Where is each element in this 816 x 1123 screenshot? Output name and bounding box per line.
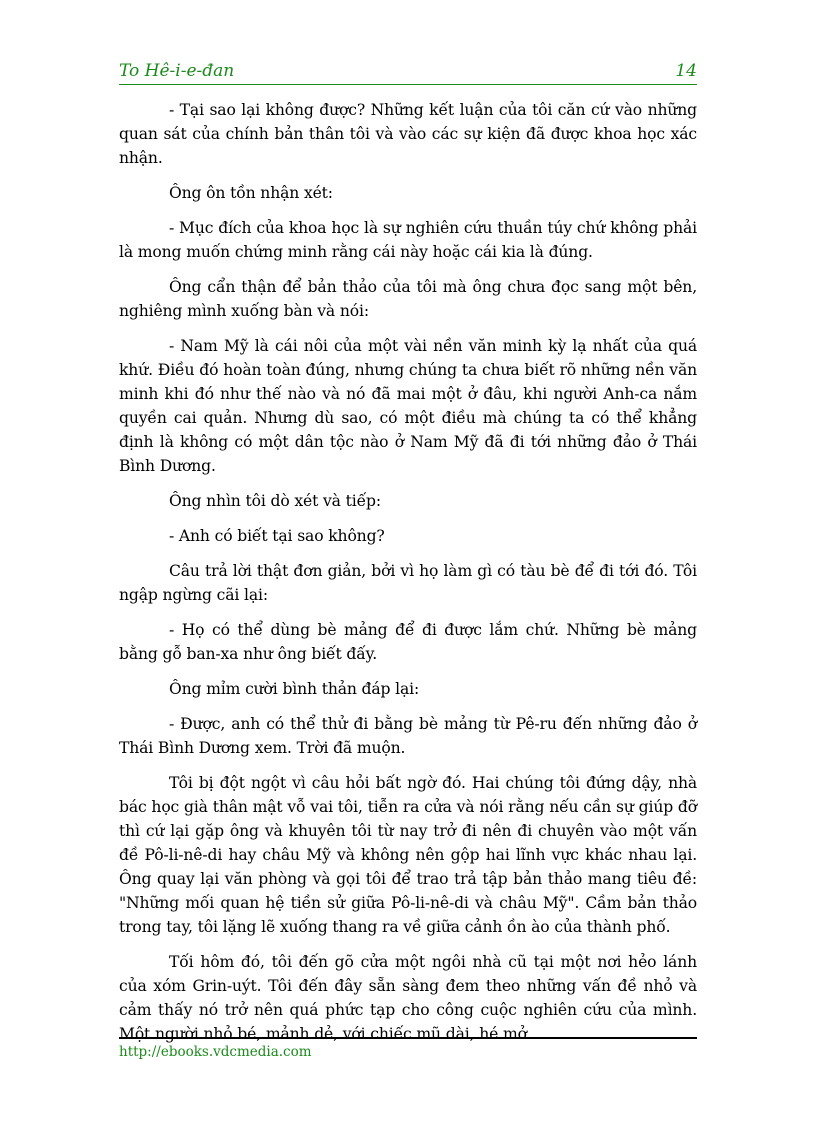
paragraph: Câu trả lời thật đơn giản, bởi vì họ làm gì có tàu bè để đi tới đó. Tôi ngập ngừng cãi lại: (119, 562, 697, 604)
page-header (119, 60, 697, 85)
footer-divider (119, 1037, 697, 1039)
page-number: 14 (675, 61, 697, 81)
paragraph: - Tại sao lại không được? Những kết luận của tôi căn cứ vào những quan sát của chính bản thân tôi và vào các sự kiện đã được khoa học xác nhận. (119, 101, 697, 167)
book-title: To Hê-i-e-đan (119, 61, 235, 81)
paragraph: Ông mỉm cười bình thản đáp lại: (169, 680, 420, 698)
paragraph: - Mục đích của khoa học là sự nghiên cứu thuần túy chứ không phải là mong muốn chứng minh rằng cái này hoặc cái kia là đúng. (119, 219, 697, 261)
paragraph: - Anh có biết tại sao không? (169, 527, 385, 545)
paragraph: Tối hôm đó, tôi đến gõ cửa một ngôi nhà cũ tại một nơi hẻo lánh của xóm Grin-uýt. Tôi đến đây sẵn sàng đem theo những vấn đề nhỏ và cảm thấy nó trở nên quá phức tạp cho công cuộc nghiên cứu của mình. Một người nhỏ bé, mảnh dẻ, với chiếc mũ dài, hé mở (119, 953, 697, 1043)
paragraph: Tôi bị đột ngột vì câu hỏi bất ngờ đó. Hai chúng tôi đứng dậy, nhà bác học già thân mật vỗ vai tôi, tiễn ra cửa và nói rằng nếu cần sự giúp đỡ thì cứ lại gặp ông và khuyên tôi từ nay trở đi nên đi chuyên vào một vấn đề Pô-li-nê-di hay châu Mỹ và không nên gộp hai lĩnh vực khác nhau lại. Ông quay lại văn phòng và gọi tôi để trao trả tập bản thảo mang tiêu đề: "Những mối quan hệ tiền sử giữa Pô-li-nê-di và châu Mỹ". Cầm bản thảo trong tay, tôi lặng lẽ xuống thang ra về giữa cảnh ồn ào của thành phố. (119, 774, 697, 936)
paragraph: Ông nhìn tôi dò xét và tiếp: (169, 492, 381, 510)
footer-link[interactable]: http://ebooks.vdcmedia.com (119, 1044, 312, 1060)
paragraph: - Được, anh có thể thử đi bằng bè mảng từ Pê-ru đến những đảo ở Thái Bình Dương xem. Trời đã muộn. (119, 715, 697, 757)
page-body (119, 98, 697, 1043)
paragraph: Ông cẩn thận để bản thảo của tôi mà ông chưa đọc sang một bên, nghiêng mình xuống bàn và nói: (119, 278, 697, 320)
paragraph: - Nam Mỹ là cái nôi của một vài nền văn minh kỳ lạ nhất của quá khứ. Điều đó hoàn toàn đúng, nhưng chúng ta chưa biết rõ những nền văn minh khi đó như thế nào và nó đã mai một ở đâu, khi người Anh-ca nắm quyền cai quản. Nhưng dù sao, có một điều mà chúng ta có thể khẳng định là không có một dân tộc nào ở Nam Mỹ đã đi tới những đảo ở Thái Bình Dương. (119, 337, 697, 475)
paragraph: - Họ có thể dùng bè mảng để đi được lắm chứ. Những bè mảng bằng gỗ ban-xa như ông biết đấy. (119, 621, 697, 663)
paragraph: Ông ôn tồn nhận xét: (169, 184, 333, 202)
